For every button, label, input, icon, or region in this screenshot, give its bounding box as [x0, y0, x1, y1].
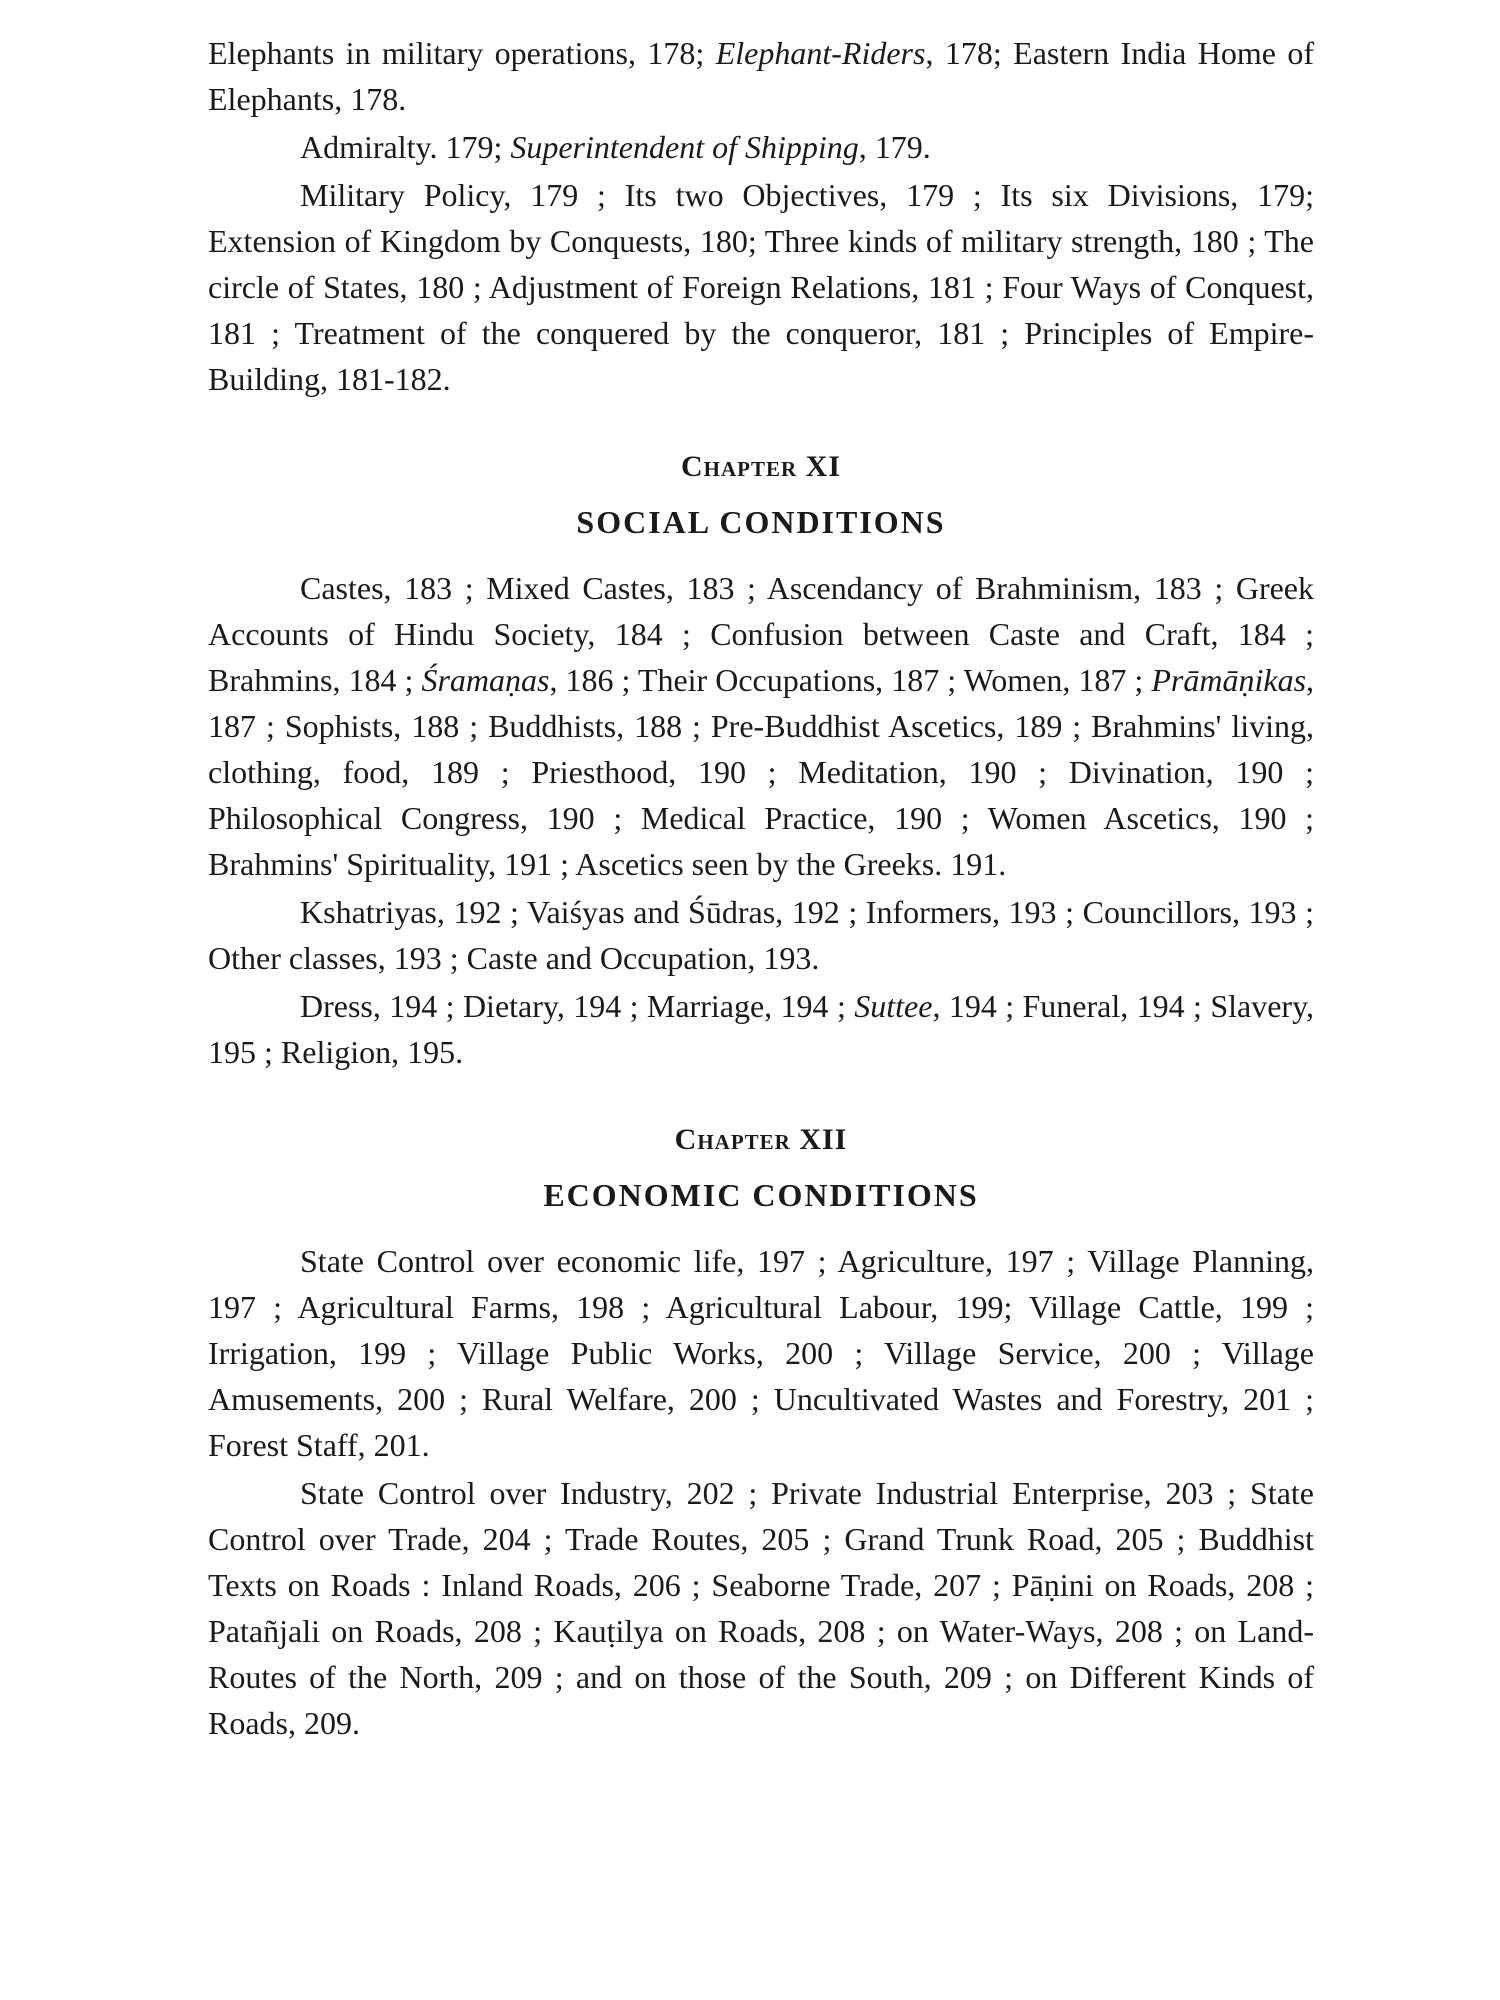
italic-text-run: Śramaṇas: [421, 662, 550, 698]
book-page: [208, 30, 1314, 1746]
contents-paragraph-agriculture: State Control over economic life, 197 ; Agriculture, 197 ; Village Planning, 197 ; Agricultural Farms, 198 ; Agricultural Labour, 199; Village Cattle, 199 ; Irrigation, 199 ; Village Public Works, 200 ; Village Service, 200 ; Village Amusements, 200 ; Rural Welfare, 200 ; Uncultivated Wastes and Forestry, 201 ; Forest Staff, 201.: [208, 1243, 1314, 1463]
contents-paragraph-military-policy: Military Policy, 179 ; Its two Objectives, 179 ; Its six Divisions, 179; Extension of Kingdom by Conquests, 180; Three kinds of military strength, 180 ; The circle of States, 180 ; Adjustment of Foreign Relations, 181 ; Four Ways of Conquest, 181 ; Treatment of the conquered by the conqueror, 181 ; Principles of Empire-Building, 181-182.: [208, 177, 1314, 397]
italic-text-run: Elephant-Riders: [715, 35, 926, 71]
text-run: , 178; Eastern India Home of Elephants, 178.: [208, 35, 1315, 117]
contents-paragraph-admiralty: [208, 124, 1314, 170]
italic-text-run: Superintendent of Shipping: [510, 129, 859, 165]
contents-paragraph-industry-trade: State Control over Industry, 202 ; Private Industrial Enterprise, 203 ; State Control over Trade, 204 ; Trade Routes, 205 ; Grand Trunk Road, 205 ; Buddhist Texts on Roads : Inland Roads, 206 ; Seaborne Trade, 207 ; Pāṇini on Roads, 208 ; Patañjali on Roads, 208 ; Kauṭilya on Roads, 208 ; on Water-Ways, 208 ; on Land-Routes of the North, 209 ; and on those of the South, 209 ; on Different Kinds of Roads, 209.: [208, 1475, 1314, 1741]
italic-text-run: Suttee: [854, 988, 933, 1024]
text-run: Dress, 194 ; Dietary, 194 ; Marriage, 194 ;: [300, 988, 855, 1024]
text-run: Elephants in military operations, 178;: [208, 35, 716, 71]
contents-paragraph-castes: [208, 565, 1314, 887]
continuation-section: [208, 30, 1314, 402]
text-run: , 194 ; Funeral, 194 ; Slavery, 195 ; Religion, 195.: [208, 988, 1315, 1070]
chapter-label: Chapter XII: [674, 1123, 848, 1156]
chapter-xi-section: [208, 450, 1314, 1075]
contents-paragraph-dress: [208, 983, 1314, 1075]
italic-text-run: Prāmāṇikas: [1151, 662, 1307, 698]
text-run: Admiralty. 179;: [300, 129, 511, 165]
chapter-title: ECONOMIC CONDITIONS: [543, 1177, 979, 1213]
text-run: , 187 ; Sophists, 188 ; Buddhists, 188 ; Pre-Buddhist Ascetics, 189 ; Brahmins' living, clothing, food, 189 ; Priesthood, 190 ; Meditation, 190 ; Divination, 190 ; Philosophical Congress, 190 ; Medical Practice, 190 ; Women Ascetics, 190 ; Brahmins' Spirituality, 191 ; Ascetics seen by the Greeks. 191.: [208, 662, 1315, 882]
chapter-title: SOCIAL CONDITIONS: [576, 504, 946, 540]
chapter-xii-section: [208, 1123, 1314, 1746]
chapter-label: Chapter XI: [680, 450, 841, 483]
contents-paragraph-kshatriyas: Kshatriyas, 192 ; Vaiśyas and Śūdras, 192 ; Informers, 193 ; Councillors, 193 ; Other classes, 193 ; Caste and Occupation, 193.: [208, 894, 1314, 976]
text-run: Castes, 183 ; Mixed Castes, 183 ; Ascendancy of Brahminism, 183 ; Greek Accounts of Hindu Society, 184 ; Confusion between Caste and Craft, 184 ; Brahmins, 184 ;: [208, 570, 1314, 698]
text-run: , 179.: [858, 129, 931, 165]
text-run: , 186 ; Their Occupations, 187 ; Women, 187 ;: [549, 662, 1152, 698]
contents-paragraph-elephants: [208, 30, 1314, 122]
